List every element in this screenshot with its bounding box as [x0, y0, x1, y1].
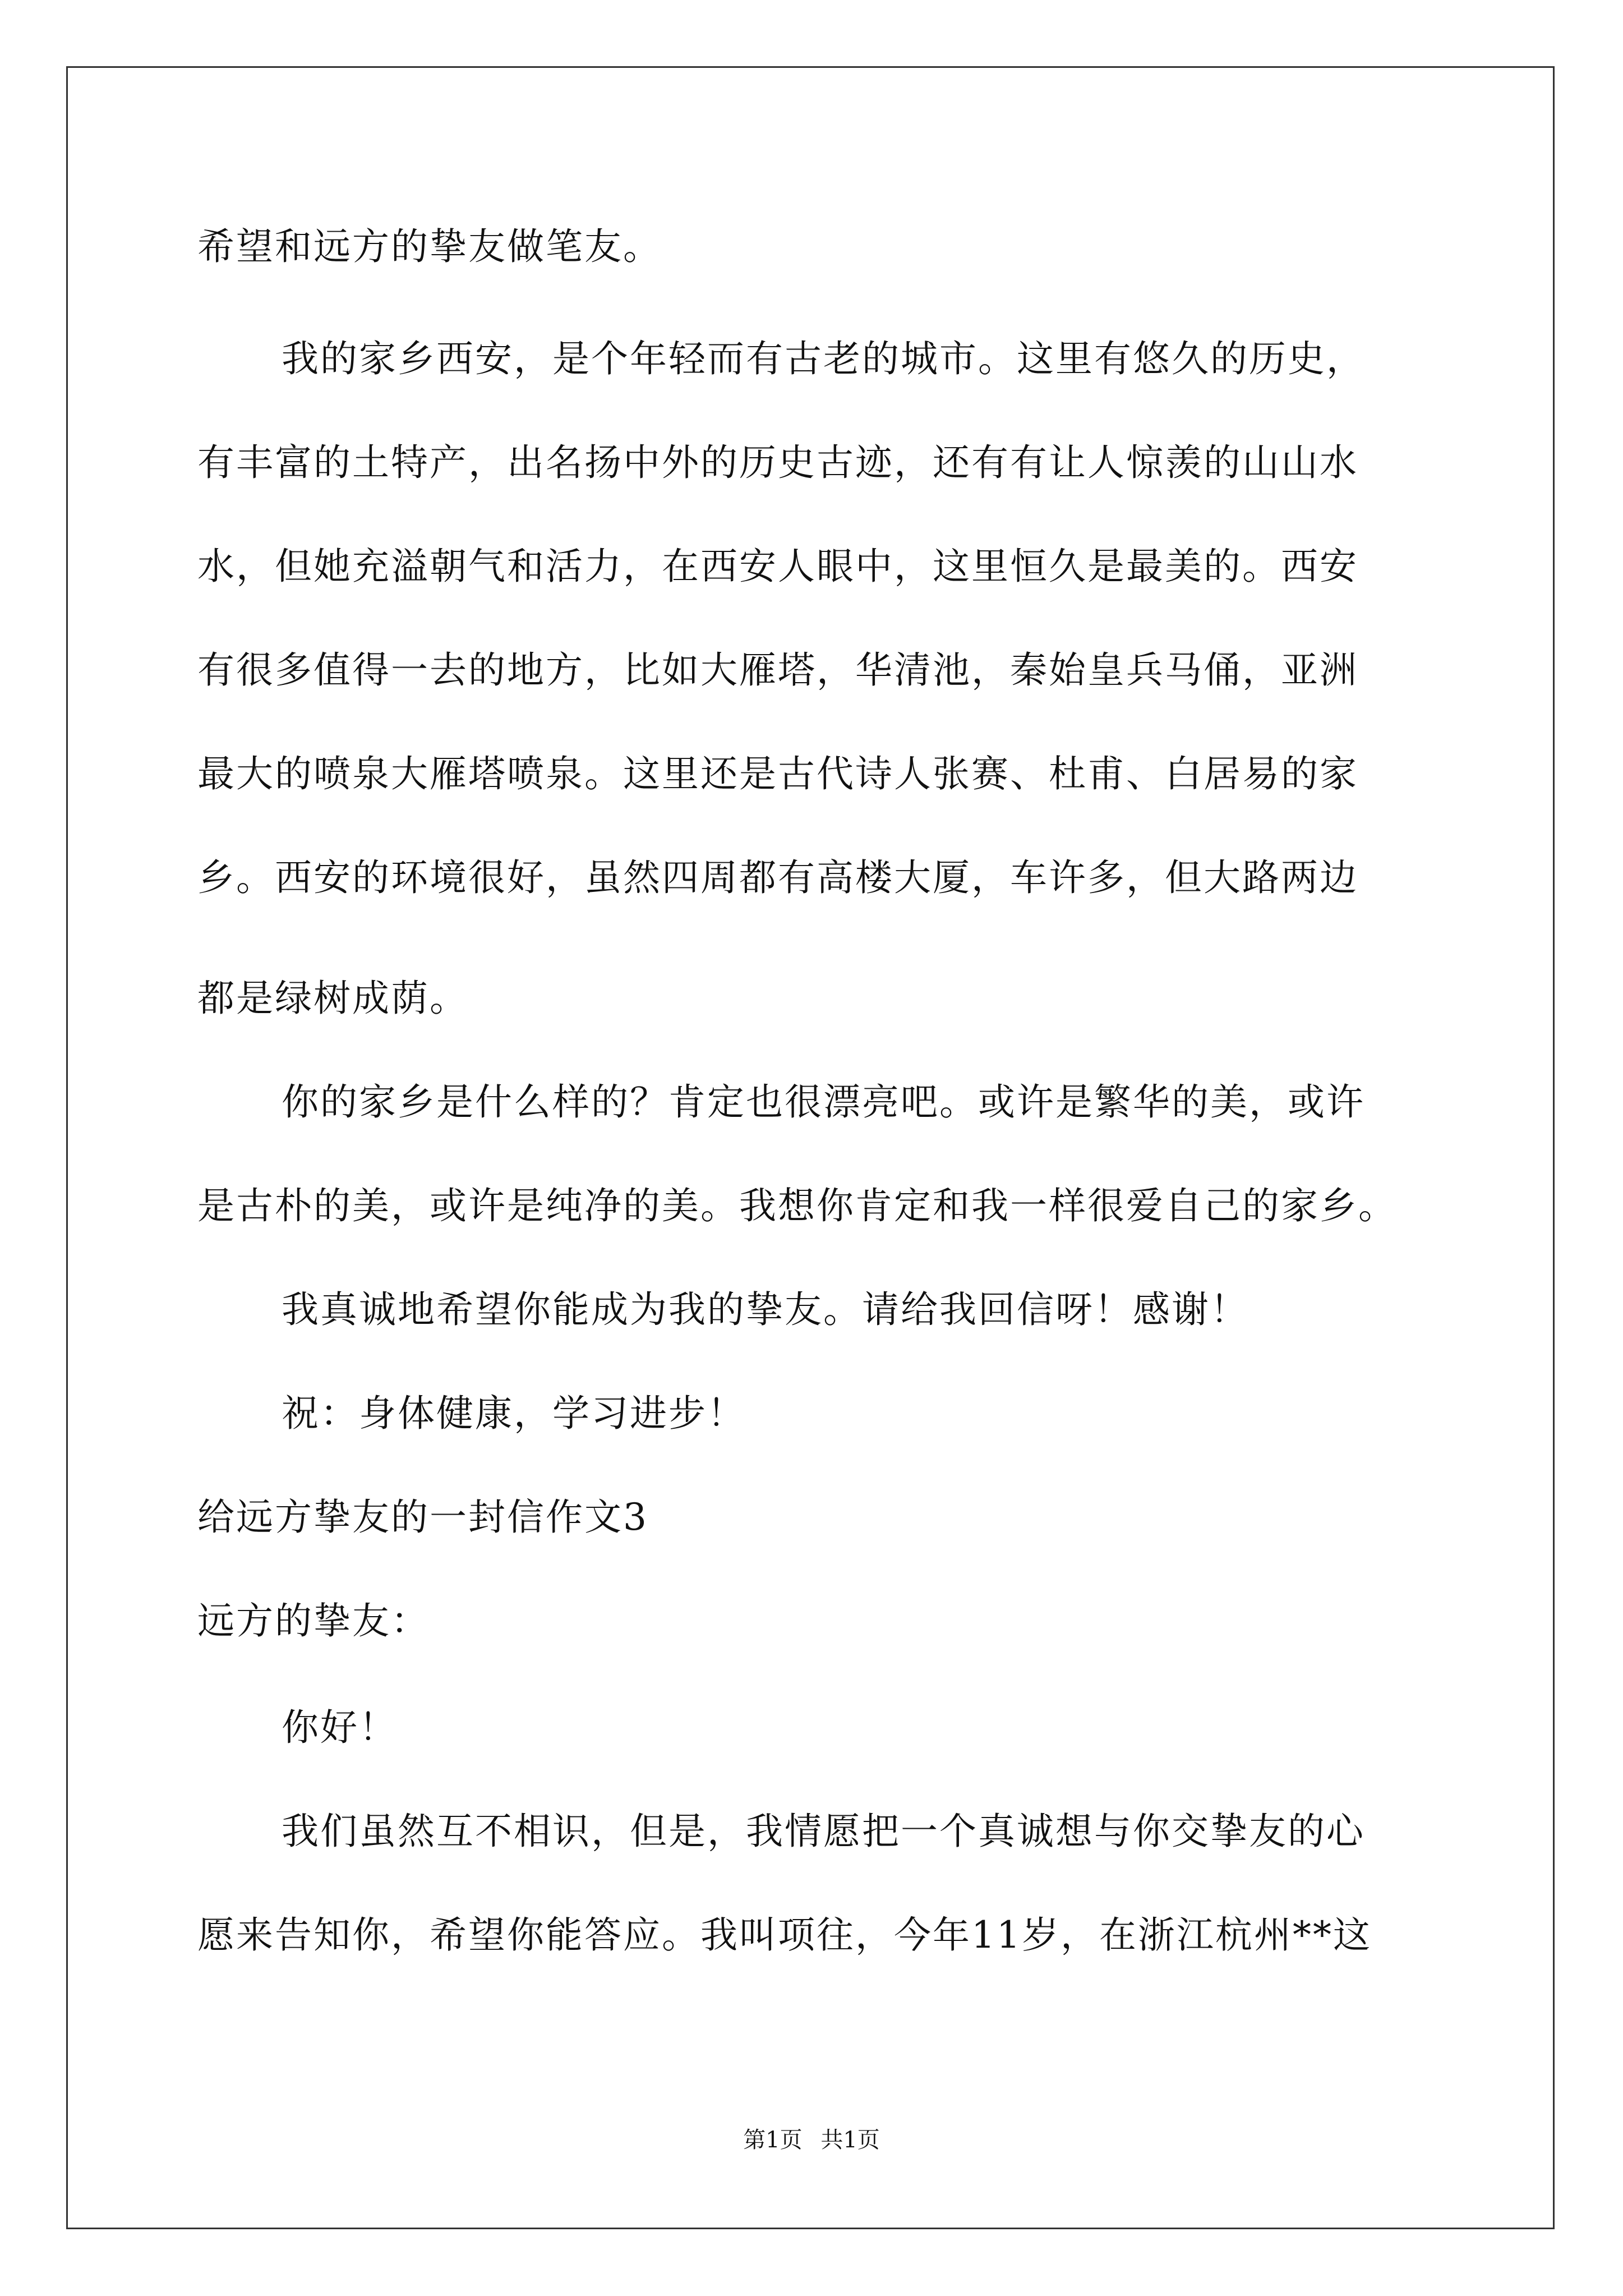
text-line: 乡。西安的环境很好，虽然四周都有高楼大厦，车许多，但大路两边	[197, 856, 1358, 899]
text-line: 都是绿树成荫。	[197, 977, 468, 1020]
page-number: 第1页	[743, 2127, 803, 2153]
page-border	[66, 66, 1555, 2229]
text-line: 是古朴的美，或许是纯净的美。我想你肯定和我一样很爱自己的家乡。	[197, 1184, 1397, 1227]
greeting: 你好！	[282, 1706, 398, 1749]
text-line: 愿来告知你，希望你能答应。我叫项往，今年11岁，在浙江杭州**这	[197, 1913, 1372, 1957]
page-total: 共1页	[820, 2127, 880, 2153]
paragraph-line: 祝：身体健康，学习进步！	[282, 1392, 746, 1435]
text-line: 有很多值得一去的地方，比如大雁塔，华清池，秦始皇兵马俑，亚洲	[197, 648, 1358, 692]
text-line: 希望和远方的挚友做笔友。	[197, 225, 662, 268]
text-line: 有丰富的土特产，出名扬中外的历史古迹，还有有让人惊羡的山山水	[197, 441, 1358, 484]
salutation: 远方的挚友：	[197, 1599, 430, 1642]
paragraph-line: 我真诚地希望你能成为我的挚友。请给我回信呀！感谢！	[282, 1288, 1249, 1331]
paragraph-line: 我的家乡西安，是个年轻而有古老的城市。这里有悠久的历史，	[282, 337, 1365, 380]
paragraph-line: 你的家乡是什么样的？肯定也很漂亮吧。或许是繁华的美，或许	[282, 1080, 1365, 1124]
page-footer	[0, 2126, 1623, 2154]
text-line: 水，但她充溢朝气和活力，在西安人眼中，这里恒久是最美的。西安	[197, 545, 1358, 588]
paragraph-line: 我们虽然互不相识，但是，我情愿把一个真诚想与你交挚友的心	[282, 1810, 1365, 1853]
text-line: 最大的喷泉大雁塔喷泉。这里还是古代诗人张赛、杜甫、白居易的家	[197, 752, 1358, 795]
section-title: 给远方挚友的一封信作文3	[197, 1496, 648, 1539]
